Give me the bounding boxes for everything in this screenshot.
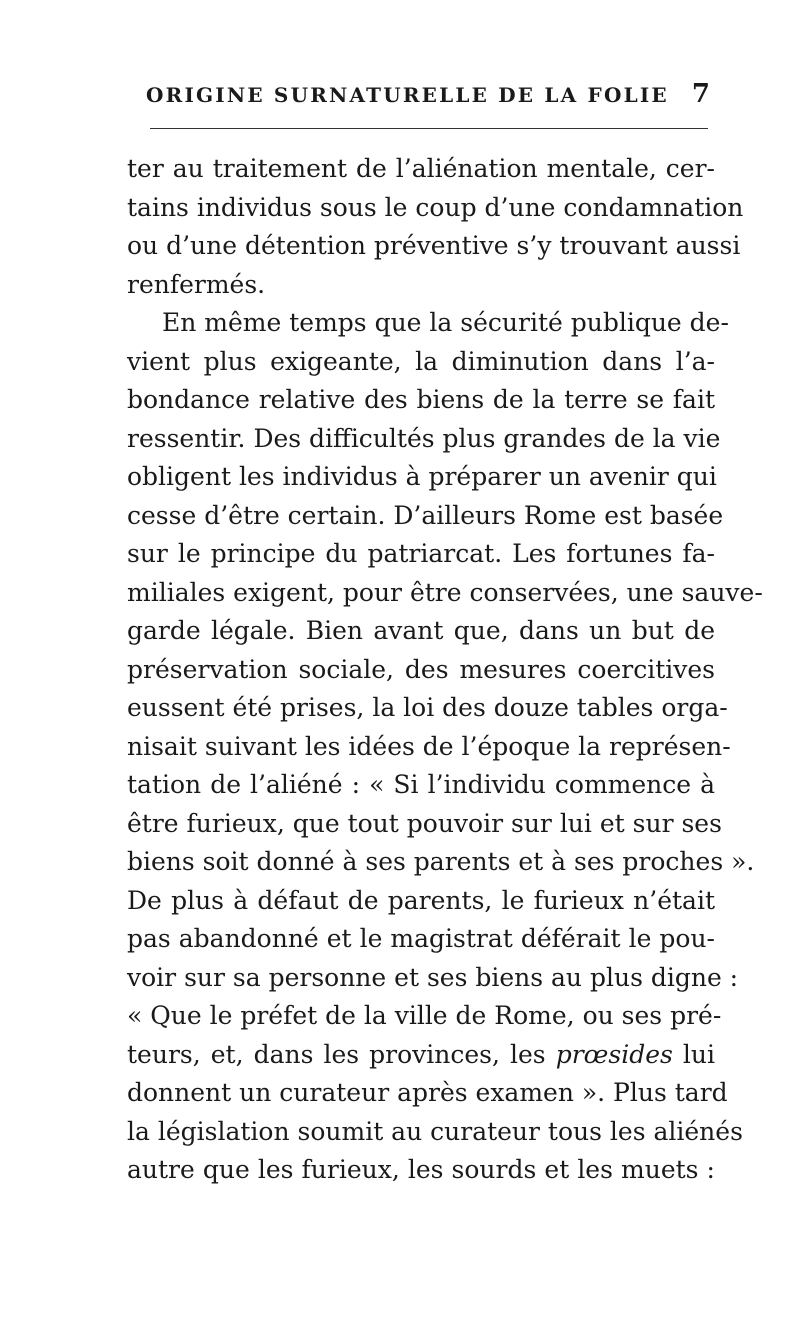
text-line: renfermés. [127,269,266,299]
page-number: 7 [691,79,710,109]
text-line: ter au traitement de l’aliénation mentale, cer- [127,154,715,183]
text-line: cesse d’être certain. D’ailleurs Rome est basée [127,500,724,530]
text-line: autre que les furieux, les sourds et les muets : [127,1155,715,1184]
text-line-with-italic [127,1036,715,1075]
text-line: tation de l’aliéné : « Si l’individu commence à [127,770,715,799]
text-line: ressentir. Des difficultés plus grandes de la vie [127,423,721,453]
text-line: biens soit donné à ses parents et à ses proches ». [127,847,755,876]
text-line: garde légale. Bien avant que, dans un but de [127,616,715,645]
body-text [127,150,763,1190]
text-line: préservation sociale, des mesures coercitives [127,654,715,684]
header-rule [150,128,708,129]
text-line: tains individus sous le coup d’une condamnation [127,192,744,222]
text-line: ou d’une détention préventive s’y trouvant aussi [127,231,741,260]
text-line: être furieux, que tout pouvoir sur lui et sur ses [127,808,722,838]
text-line: sur le principe du patriarcat. Les fortunes fa- [127,539,715,568]
text-line: De plus à défaut de parents, le furieux n’était [127,885,715,915]
running-title: ORIGINE SURNATURELLE DE LA FOLIE [146,83,669,107]
page-header [130,79,710,117]
text-line: bondance relative des biens de la terre se fait [127,385,715,414]
text-line: pas abandonné et le magistrat déférait le pou- [127,924,715,953]
text-line: nisait suivant les idées de l’époque la représen- [127,731,731,761]
text-line: En même temps que la sécurité publique de- [162,308,729,337]
text-line: la législation soumit au curateur tous les aliénés [127,1116,743,1146]
text-line: eussent été prises, la loi des douze tables orga- [127,693,728,722]
text-line: miliales exigent, pour être conservées, une sauve- [127,577,763,607]
text-line: voir sur sa personne et ses biens au plus digne : [127,962,739,992]
text-line: donnent un curateur après examen ». Plus tard [127,1078,728,1107]
text-segment: teurs, et, dans les provinces, les [127,1039,546,1069]
text-line: obligent les individus à préparer un avenir qui [127,462,717,491]
italic-term: prœsides [555,1039,673,1069]
text-segment: lui [682,1039,715,1069]
text-line: vient plus exigeante, la diminution dans l’a- [127,346,715,376]
text-line: « Que le préfet de la ville de Rome, ou ses pré- [127,1001,722,1030]
